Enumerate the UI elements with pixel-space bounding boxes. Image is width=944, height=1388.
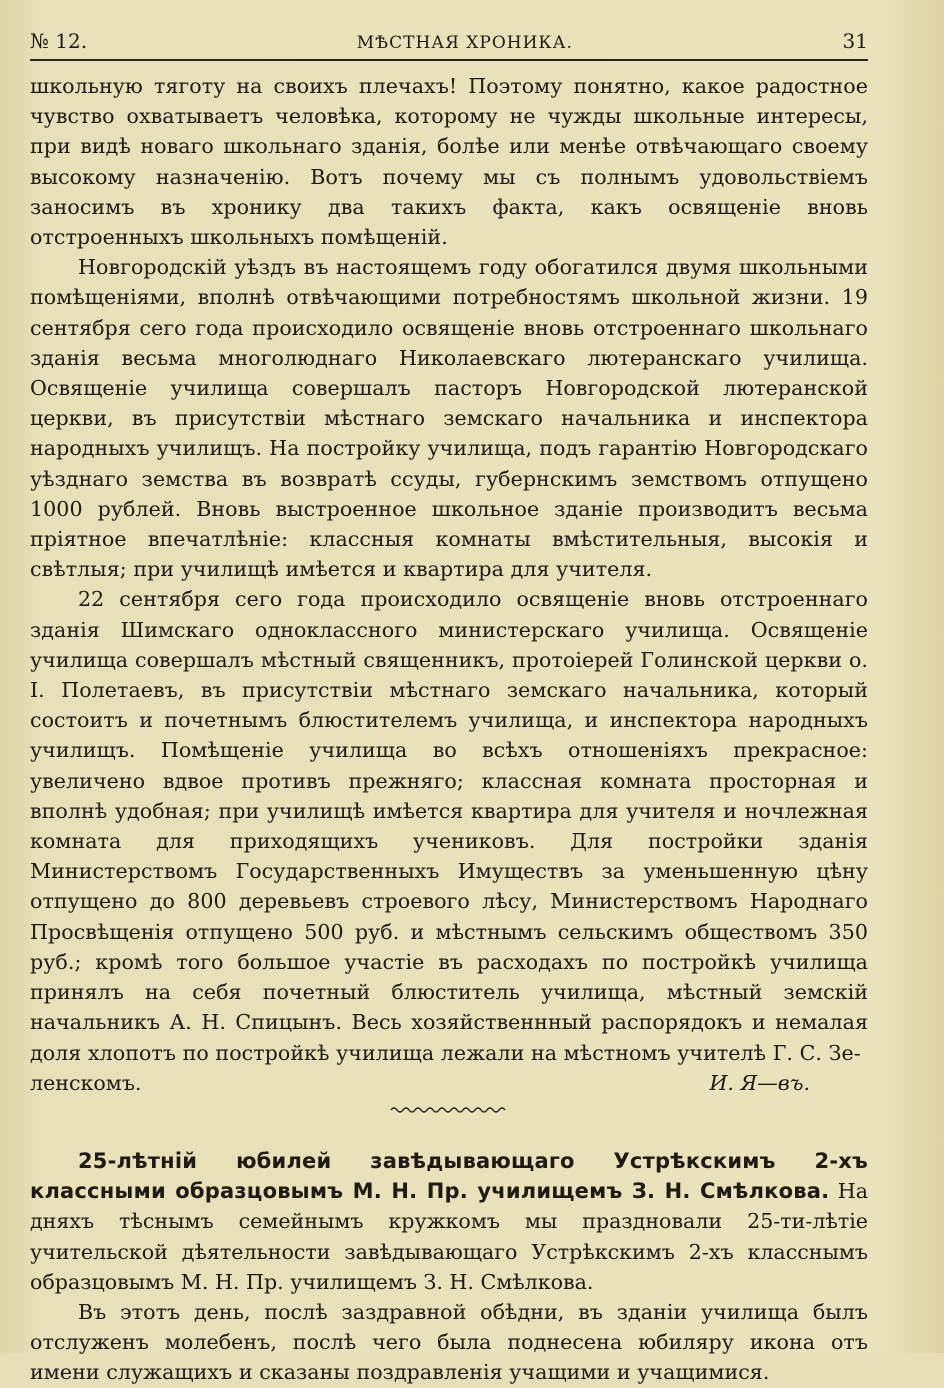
author-signature: И. Я—въ. bbox=[709, 1070, 810, 1095]
article-2-heading: 25-лѣтній юбилей завѣдывающаго Устрѣкскимъ 2-хъ классными образцовымъ М. Н. Пр. училищемъ З. Н. Смѣлкова. bbox=[30, 1148, 868, 1204]
running-header bbox=[30, 28, 868, 61]
wavy-divider-icon bbox=[389, 1103, 509, 1117]
article-2-paragraph-1 bbox=[30, 1146, 868, 1297]
paragraph-2: Новгородскій уѣздъ въ настоящемъ году обогатился двумя школьными помѣщеніями, вполнѣ отвѣчающими потребностямъ школьной жизни. 19 сентября сего года происходило освященіе вновь отстроеннаго школьнаго зданія весьма многолюднаго Николаевскаго лютеранскаго училища. Освященіе училища совершалъ пасторъ Новгородской лютеранской церкви, въ присутствіи мѣстнаго земскаго начальника и инспектора народныхъ училищъ. На постройку училища, подъ гарантію Новгородскаго уѣзднаго земства въ возвратѣ ссуды, губернскимъ земствомъ отпущено 1000 рублей. Вновь выстроенное школьное зданіе производитъ весьма пріятное впечатлѣніе: классныя комнаты вмѣстительныя, высокія и свѣтлыя; при училищѣ имѣется и квартира для учителя. bbox=[30, 255, 868, 582]
issue-number: № 12. bbox=[30, 29, 88, 53]
article-2-intro: На дняхъ тѣснымъ семейнымъ кружкомъ мы праздновали 25-ти-лѣтіе учительской дѣятельности завѣдывающаго Устрѣкскимъ 2-хъ класснымъ образцовымъ М. Н. Пр. училищемъ З. Н. Смѣлкова. bbox=[30, 1179, 869, 1294]
paragraph-3: 22 сентября сего года происходило освященіе вновь отстроеннаго зданія Шимскаго одноклассного министерскаго училища. Освященіе училища совершалъ мѣстный священникъ, протоіерей Голинской церкви о. І. Полетаевъ, въ присутствіи мѣстнаго земскаго начальника, который состоитъ и почетнымъ блюстителемъ училища, и инспектора народныхъ училищъ. Помѣщеніе училища во всѣхъ отношеніяхъ прекрасное: увеличено вдвое противъ прежняго; классная комната просторная и вполнѣ удобная; при училищѣ имѣется квартира для учителя и ночлежная комната для приходящихъ учениковъ. Для постройки зданія Министерствомъ Государственныхъ Имуществъ за уменьшенную цѣну отпущено до 800 деревьевъ строевого лѣсу, Министерствомъ Народнаго Просвѣщенія отпущено 500 руб. и мѣстнымъ сельскимъ обществомъ 350 руб.; кромѣ того большое участіе въ расходахъ по постройкѣ училища принялъ на себя почетный блюститель училища, мѣстный земскій начальникъ А. Н. Спицынъ. Весь хозяйственнный распорядокъ и немалая доля хлопотъ по постройкѣ училища лежали на мѣстномъ учителѣ Г. С. Зе- bbox=[30, 587, 868, 1065]
page-number: 31 bbox=[842, 29, 868, 53]
section-title: МѢСТНАЯ ХРОНИКА. bbox=[356, 33, 573, 53]
paragraph-3-last-line: ленскомъ. bbox=[30, 1070, 142, 1095]
paragraph-1: школьную тяготу на своихъ плечахъ! Поэтому понятно, какое радостное чувство охватываетъ человѣка, которому не чужды школьные интересы, при видѣ новаго школьнаго зданія, болѣе или менѣе отвѣчающаго своему высокому назначенію. Вотъ почему мы съ полнымъ удовольствіемъ заносимъ въ хронику два такихъ факта, какъ освященіе вновь отстроенныхъ школьныхъ помѣщеній. bbox=[30, 74, 868, 250]
article-2-paragraph-2: Въ этотъ день, послѣ заздравной обѣдни, въ зданіи училища былъ отслуженъ молебенъ, послѣ чего была поднесена юбиляру икона отъ имени служащихъ и сказаны поздравленія учащими и учащимися. bbox=[30, 1299, 868, 1385]
signature-row bbox=[30, 1068, 868, 1098]
section-divider bbox=[30, 1102, 868, 1130]
